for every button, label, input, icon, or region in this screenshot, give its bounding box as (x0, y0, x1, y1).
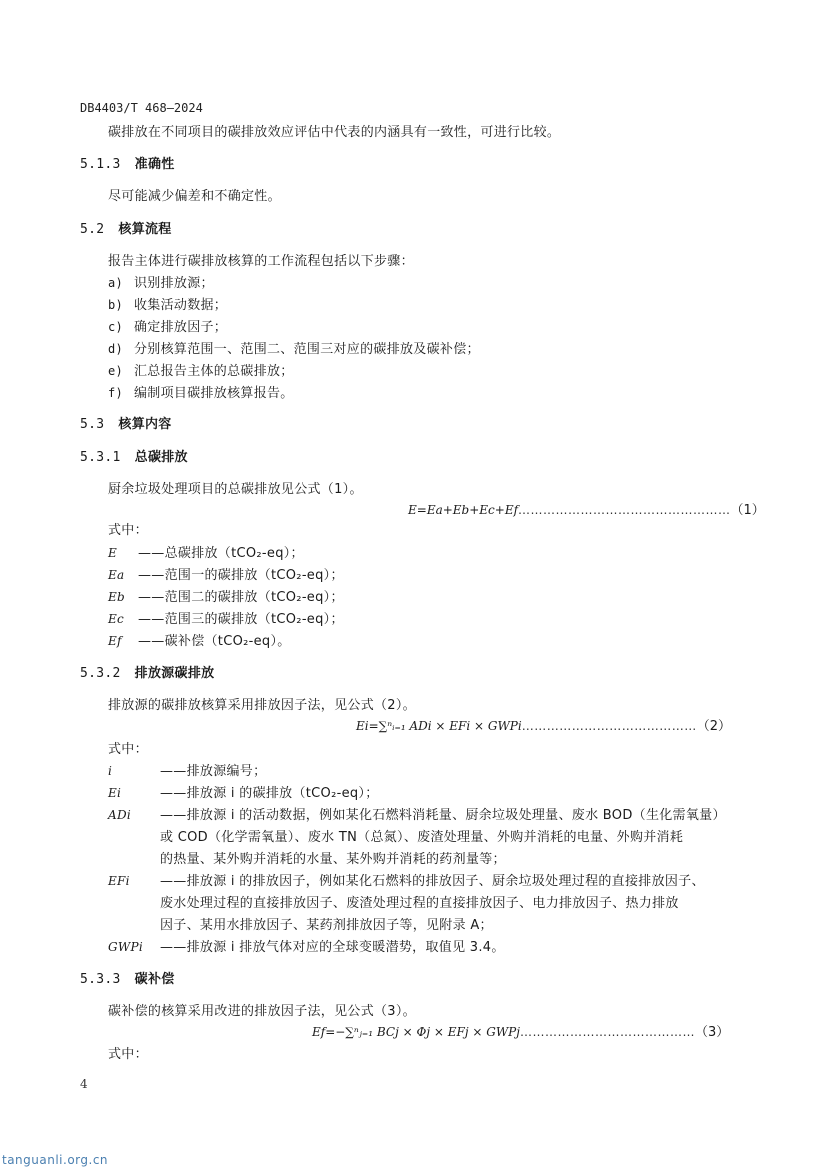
variable-symbol: Ef (108, 634, 122, 648)
where-label: 式中： (108, 523, 148, 538)
paragraph: 尽可能减少偏差和不确定性。 (108, 189, 281, 204)
formula-1 (408, 499, 765, 518)
section-heading-5-3-2 (80, 662, 214, 681)
variable-desc: ——总碳排放（tCO₂-eq）； (138, 546, 304, 561)
leader-dots: …………………………………………… (518, 503, 731, 517)
list-item (108, 382, 294, 401)
list-text: 汇总报告主体的总碳排放； (134, 364, 294, 379)
formula-number: （1） (730, 503, 765, 518)
list-text: 分别核算范围一、范围二、范围三对应的碳排放及碳补偿； (134, 342, 480, 357)
section-title: 核算流程 (118, 222, 172, 237)
paragraph: 厨余垃圾处理项目的总碳排放见公式（1）。 (108, 482, 363, 497)
list-text: 确定排放因子； (134, 320, 228, 335)
variable-definition (108, 608, 344, 627)
section-title: 碳补偿 (134, 972, 175, 987)
formula-expression: E=Ea+Eb+Ec+Ef (408, 503, 519, 517)
variable-definition (108, 586, 344, 605)
paragraph: 碳补偿的核算采用改进的排放因子法，见公式（3）。 (108, 1004, 416, 1019)
list-item (108, 338, 480, 357)
list-text: 识别排放源； (134, 276, 214, 291)
variable-desc: ——碳补偿（tCO₂-eq）。 (138, 634, 291, 649)
page-number: 4 (80, 1077, 88, 1091)
variable-desc: ——排放源 i 的碳排放（tCO₂-eq）； (160, 786, 379, 801)
section-heading-5-2 (80, 218, 172, 237)
variable-desc: ——排放源 i 的活动数据，例如某化石燃料消耗量、厨余垃圾处理量、废水 BOD（生化需氧量） (160, 808, 726, 823)
paragraph: 报告主体进行碳排放核算的工作流程包括以下步骤： (108, 254, 414, 269)
formula-number: （3） (694, 1025, 730, 1040)
variable-desc: ——排放源编号； (160, 764, 267, 779)
variable-symbol: Ea (108, 568, 125, 582)
document-id: DB4403/T 468—2024 (80, 101, 203, 115)
section-number: 5.2 (80, 222, 105, 237)
paragraph: 排放源的碳排放核算采用排放因子法，见公式（2）。 (108, 698, 416, 713)
list-marker: b) (108, 298, 124, 312)
variable-symbol: EFi (108, 874, 130, 888)
variable-definition (108, 804, 726, 823)
section-number: 5.1.3 (80, 157, 121, 172)
formula-2 (356, 715, 731, 734)
section-number: 5.3.2 (80, 666, 121, 681)
list-item (108, 316, 227, 335)
variable-desc-continued: 或 COD（化学需氧量）、废水 TN（总氮）、废渣处理量、外购并消耗的电量、外购并消耗 (160, 830, 684, 845)
variable-symbol: GWPi (108, 940, 144, 954)
list-item (108, 360, 294, 379)
list-marker: c) (108, 320, 124, 334)
watermark: tanguanli.org.cn (2, 1153, 109, 1167)
variable-desc-continued: 因子、某用水排放因子、某药剂排放因子等，见附录 A； (160, 918, 493, 933)
formula-expression: Ef=−∑ⁿⱼ₌₁ BCj × Φj × EFj × GWPj (312, 1025, 520, 1039)
section-title: 核算内容 (118, 417, 172, 432)
leader-dots: …………………………………… (519, 1025, 695, 1039)
variable-desc: ——排放源 i 排放气体对应的全球变暖潜势，取值见 3.4。 (160, 940, 505, 955)
variable-symbol: Ec (108, 612, 125, 626)
where-label: 式中： (108, 1047, 148, 1062)
list-marker: e) (108, 364, 124, 378)
list-item (108, 272, 214, 291)
variable-definition (108, 542, 304, 561)
variable-definition (108, 782, 379, 801)
formula-number: （2） (696, 719, 731, 734)
list-text: 编制项目碳排放核算报告。 (134, 386, 294, 401)
section-title: 排放源碳排放 (134, 666, 215, 681)
list-marker: a) (108, 276, 124, 290)
section-number: 5.3.3 (80, 972, 121, 987)
variable-definition (108, 870, 705, 889)
variable-definition (108, 564, 344, 583)
variable-desc-continued: 的热量、某外购并消耗的水量、某外购并消耗的药剂量等； (160, 852, 506, 867)
list-text: 收集活动数据； (134, 298, 228, 313)
section-title: 准确性 (134, 157, 175, 172)
formula-expression: Ei=∑ⁿᵢ₌₁ ADi × EFi × GWPi (356, 719, 522, 733)
list-item (108, 294, 227, 313)
leader-dots: …………………………………… (521, 719, 697, 733)
variable-definition (108, 630, 291, 649)
formula-3 (312, 1021, 730, 1040)
list-marker: d) (108, 342, 124, 356)
variable-desc: ——范围三的碳排放（tCO₂-eq）； (138, 612, 344, 627)
variable-desc: ——范围一的碳排放（tCO₂-eq）； (138, 568, 344, 583)
section-title: 总碳排放 (134, 450, 188, 465)
intro-line: 碳排放在不同项目的碳排放效应评估中代表的内涵具有一致性，可进行比较。 (108, 125, 561, 140)
section-heading-5-3 (80, 413, 172, 432)
variable-symbol: Eb (108, 590, 126, 604)
where-label: 式中： (108, 742, 148, 757)
variable-desc: ——排放源 i 的排放因子，例如某化石燃料的排放因子、厨余垃圾处理过程的直接排放因子、 (160, 874, 705, 889)
section-number: 5.3.1 (80, 450, 121, 465)
variable-symbol: ADi (108, 808, 132, 822)
variable-symbol: E (108, 546, 118, 560)
section-heading-5-3-3 (80, 968, 175, 987)
variable-symbol: i (108, 764, 113, 778)
variable-definition (108, 936, 505, 955)
section-number: 5.3 (80, 417, 105, 432)
variable-desc: ——范围二的碳排放（tCO₂-eq）； (138, 590, 344, 605)
section-heading-5-3-1 (80, 446, 188, 465)
section-heading-5-1-3 (80, 153, 175, 172)
variable-definition (108, 760, 266, 779)
variable-symbol: Ei (108, 786, 122, 800)
variable-desc-continued: 废水处理过程的直接排放因子、废渣处理过程的直接排放因子、电力排放因子、热力排放 (160, 896, 679, 911)
list-marker: f) (108, 386, 124, 400)
